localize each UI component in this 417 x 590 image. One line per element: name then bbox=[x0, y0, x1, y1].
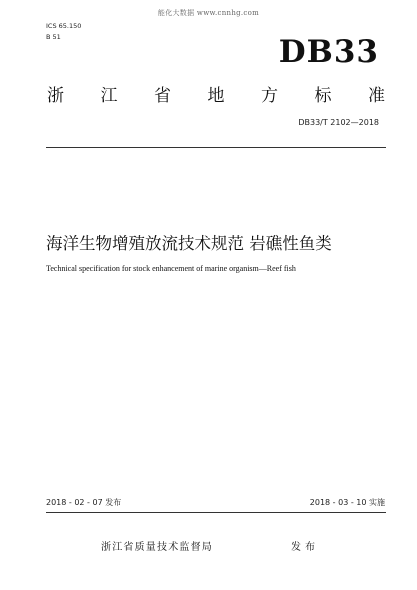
implementation-date: 2018 - 03 - 10 实施 bbox=[309, 498, 385, 507]
issue-date: 2018 - 02 - 07 发布 bbox=[46, 498, 122, 507]
bottom-divider bbox=[46, 512, 386, 513]
standard-code: DB33/T 2102—2018 bbox=[298, 118, 379, 127]
document-title-cn: 海洋生物增殖放流技术规范 岩礁性鱼类 bbox=[46, 234, 332, 253]
standard-type-char: 标 bbox=[314, 86, 332, 106]
ics-code: ICS 65.150 bbox=[46, 22, 82, 30]
standard-type-char: 江 bbox=[100, 86, 118, 106]
publish-label: 发布 bbox=[291, 542, 319, 553]
standard-type-char: 浙 bbox=[47, 86, 64, 106]
ccs-code: B 51 bbox=[46, 33, 61, 41]
watermark-text: 能化大数据 www.cnnhg.com bbox=[157, 9, 260, 17]
standard-type-char: 方 bbox=[261, 86, 278, 106]
standard-type-heading bbox=[47, 81, 385, 106]
standard-logo: DB33 bbox=[278, 34, 379, 70]
standard-type-char: 省 bbox=[154, 86, 171, 106]
document-title-en: Technical specification for stock enhancement of marine organism—Reef fish bbox=[46, 264, 296, 273]
top-divider bbox=[46, 147, 386, 148]
publisher-name: 浙江省质量技术监督局 bbox=[101, 542, 213, 553]
standard-type-char: 准 bbox=[368, 86, 385, 106]
standard-type-char: 地 bbox=[207, 86, 225, 106]
